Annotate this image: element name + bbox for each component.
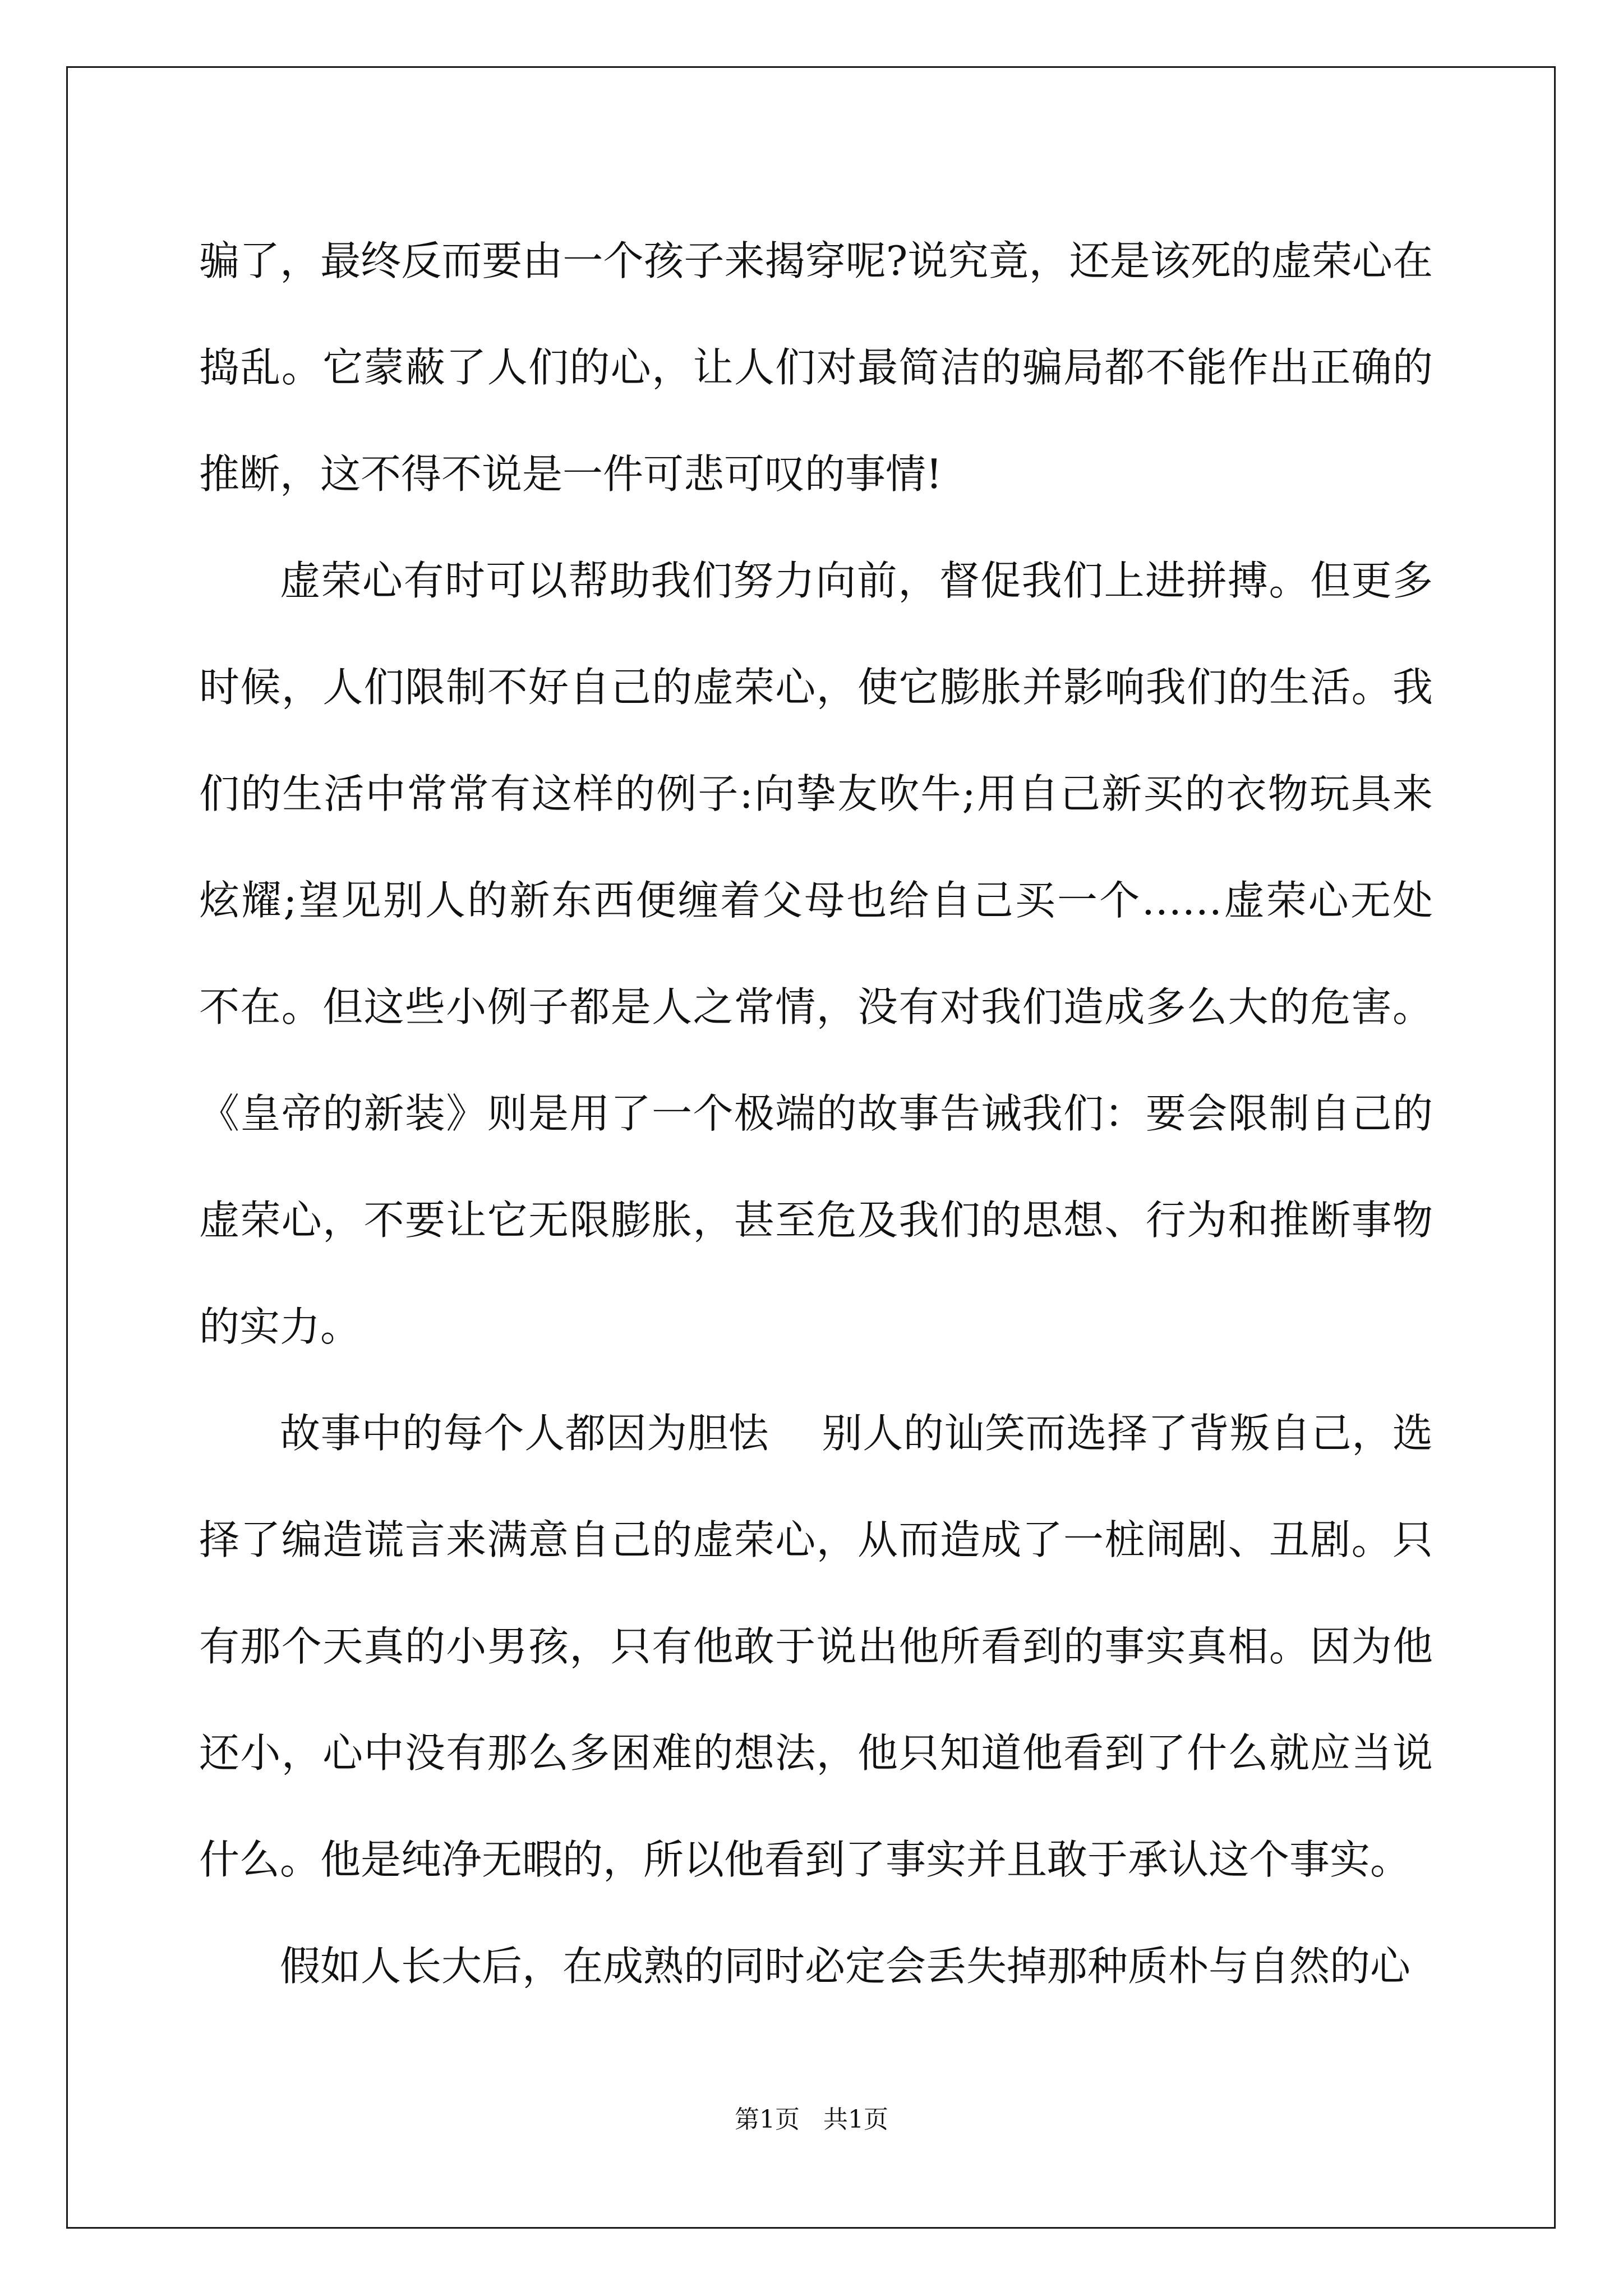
paragraph-4 [199, 1913, 1433, 2019]
paragraph-2 [199, 527, 1433, 1380]
text-line: 骗了，最终反而要由一个孩子来揭穿呢?说究竟，还是该死的虚荣心在 [199, 237, 1433, 284]
text-line: 择了编造谎言来满意自己的虚荣心，从而造成了一桩闹剧、丑剧。只 [199, 1516, 1433, 1563]
document-body [199, 208, 1433, 2019]
text-line: 还小，心中没有那么多困难的想法，他只知道他看到了什么就应当说 [199, 1729, 1433, 1777]
text-line: 时候，人们限制不好自己的虚荣心，使它膨胀并影响我们的生活。我 [199, 664, 1433, 711]
text-line: 捣乱。它蒙蔽了人们的心，让人们对最简洁的骗局都不能作出正确的 [199, 344, 1433, 391]
text-line: 假如人长大后，在成熟的同时必定会丢失掉那种质朴与自然的心 [280, 1943, 1411, 1990]
text-line: 有那个天真的小男孩，只有他敢于说出他所看到的事实真相。因为他 [199, 1623, 1433, 1670]
text-line: 故事中的每个人都因为胆怯 别人的讪笑而选择了背叛自己，选 [280, 1410, 1433, 1457]
text-line: 虚荣心，不要让它无限膨胀，甚至危及我们的思想、行为和推断事物 [199, 1197, 1433, 1244]
paragraph-1 [199, 208, 1433, 527]
text-line: 炫耀;望见别人的新东西便缠着父母也给自己买一个……虚荣心无处 [199, 877, 1433, 924]
text-line: 《皇帝的新装》则是用了一个极端的故事告诫我们：要会限制自己的 [199, 1090, 1433, 1137]
text-line: 虚荣心有时可以帮助我们努力向前，督促我们上进拼搏。但更多 [280, 557, 1433, 604]
page-number-footer: 第1页 共1页 [735, 2105, 888, 2134]
paragraph-3 [199, 1380, 1433, 1913]
text-line: 什么。他是纯净无暇的，所以他看到了事实并且敢于承认这个事实。 [199, 1836, 1411, 1883]
text-line: 的实力。 [199, 1303, 361, 1350]
text-line: 不在。但这些小例子都是人之常情，没有对我们造成多么大的危害。 [199, 983, 1433, 1030]
text-line: 推断，这不得不说是一件可悲可叹的事情! [199, 450, 942, 498]
text-line: 们的生活中常常有这样的例子:向挚友吹牛;用自己新买的衣物玩具来 [199, 770, 1433, 817]
